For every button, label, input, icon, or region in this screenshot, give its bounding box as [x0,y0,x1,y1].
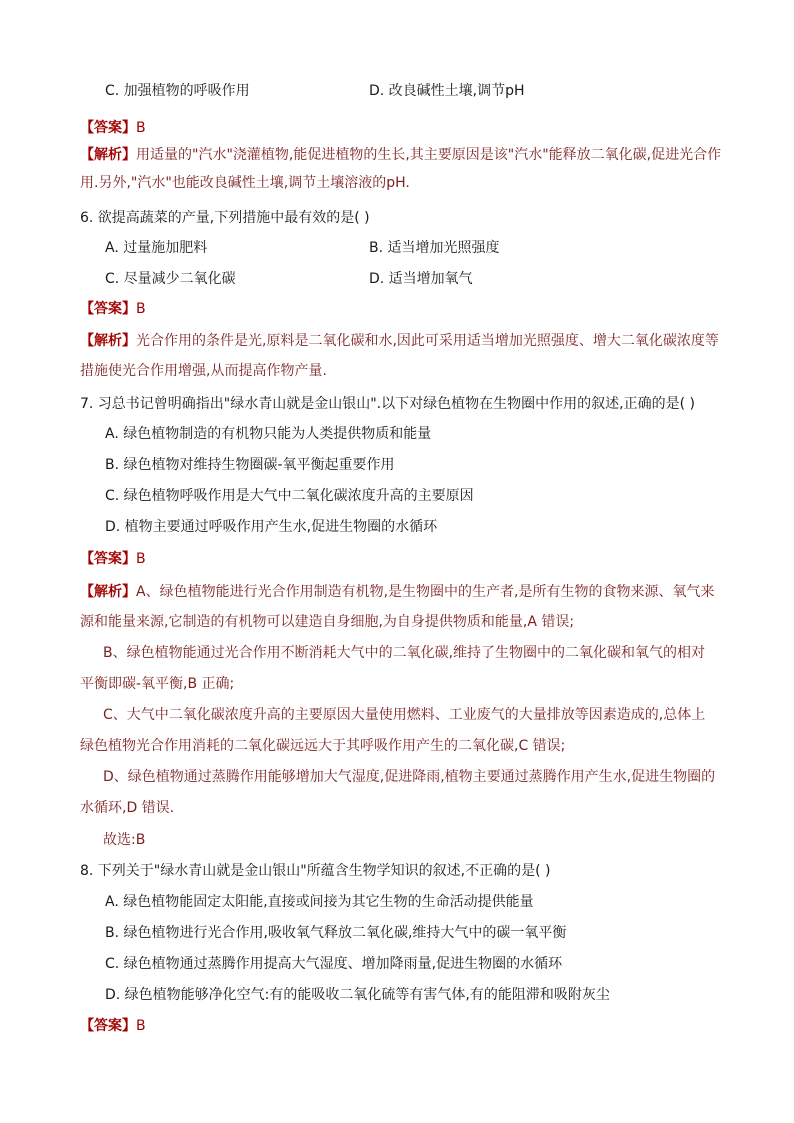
q6-analysis-line-1: 【解析】光合作用的条件是光,原料是二氧化碳和水,因此可采用适当增加光照强度、增大二氧化碳浓度等 [80,333,719,349]
q6-stem: 6. 欲提高蔬菜的产量,下列措施中最有效的是( ) [80,210,370,226]
q8-option-c: C. 绿色植物通过蒸腾作用提高大气湿度、增加降雨量,促进生物圈的水循环 [105,956,563,972]
q8-option-d: D. 绿色植物能够净化空气:有的能吸收二氧化硫等有害气体,有的能阻滞和吸附灰尘 [105,987,610,1003]
q7-analysis-line-7: D、绿色植物通过蒸腾作用能够增加大气湿度,促进降雨,植物主要通过蒸腾作用产生水,促进生物圈的 [103,769,716,785]
answer-tag: 【答案】 [80,551,136,567]
answer-tag: 【答案】 [80,120,136,136]
q7-analysis-line-1: 【解析】A、绿色植物能进行光合作用制造有机物,是生物圈中的生产者,是所有生物的食物来源、氧气来 [80,584,715,600]
q7-analysis-line-3: B、绿色植物能通过光合作用不断消耗大气中的二氧化碳,维持了生物圈中的二氧化碳和氧气的相对 [103,645,706,661]
q7-stem: 7. 习总书记曾明确指出"绿水青山就是金山银山".以下对绿色植物在生物圈中作用的叙述,正确的是( ) [80,396,695,412]
q5-option-c: C. 加强植物的呼吸作用 [105,83,250,99]
q7-analysis-line-2: 源和能量来源,它制造的有机物可以建造自身细胞,为自身提供物质和能量,A 错误; [80,614,575,630]
q5-answer [80,118,146,138]
analysis-tag: 【解析】 [80,147,136,163]
q7-option-b: B. 绿色植物对维持生物圈碳-氧平衡起重要作用 [105,457,395,473]
q7-option-d: D. 植物主要通过呼吸作用产生水,促进生物圈的水循环 [105,519,438,535]
q5-option-d: D. 改良碱性土壤,调节pH [369,83,525,99]
q7-answer [80,549,146,569]
q6-option-c: C. 尽量减少二氧化碳 [105,271,236,287]
q5-analysis-line-1: 【解析】用适量的"汽水"浇灌植物,能促进植物的生长,其主要原因是该"汽水"能释放二氧化碳,促进光合作 [80,147,722,163]
analysis-tag: 【解析】 [80,584,136,600]
q7-option-a: A. 绿色植物制造的有机物只能为人类提供物质和能量 [105,426,432,442]
q6-option-b: B. 适当增加光照强度 [369,240,500,256]
q6-option-d: D. 适当增加氧气 [369,271,473,287]
q6-analysis-line-2: 措施使光合作用增强,从而提高作物产量. [80,363,327,379]
q8-option-b: B. 绿色植物进行光合作用,吸收氧气释放二氧化碳,维持大气中的碳一氧平衡 [105,925,567,941]
q7-option-c: C. 绿色植物呼吸作用是大气中二氧化碳浓度升高的主要原因 [105,488,474,504]
answer-tag: 【答案】 [80,1018,136,1034]
q6-answer [80,299,146,319]
q8-answer [80,1016,146,1036]
q8-option-a: A. 绿色植物能固定太阳能,直接或间接为其它生物的生命活动提供能量 [105,894,534,910]
q7-conclusion: 故选:B [103,832,146,848]
q5-analysis-line-2: 用.另外,"汽水"也能改良碱性土壤,调节土壤溶液的pH. [80,175,410,191]
q7-analysis-line-8: 水循环,D 错误. [80,800,175,816]
answer-value: B [136,120,146,136]
q8-stem: 8. 下列关于"绿水青山就是金山银山"所蕴含生物学知识的叙述,不正确的是( ) [80,863,551,879]
q6-option-a: A. 过量施加肥料 [105,240,208,256]
answer-value: B [136,1018,146,1034]
q7-analysis-line-5: C、大气中二氧化碳浓度升高的主要原因大量使用燃料、工业废气的大量排放等因素造成的,总体上 [103,707,706,723]
analysis-tag: 【解析】 [80,333,136,349]
q7-analysis-line-6: 绿色植物光合作用消耗的二氧化碳远远大于其呼吸作用产生的二氧化碳,C 错误; [80,738,566,754]
answer-tag: 【答案】 [80,301,136,317]
answer-value: B [136,301,146,317]
answer-value: B [136,551,146,567]
q7-analysis-line-4: 平衡即碳-氧平衡,B 正确; [80,676,235,692]
